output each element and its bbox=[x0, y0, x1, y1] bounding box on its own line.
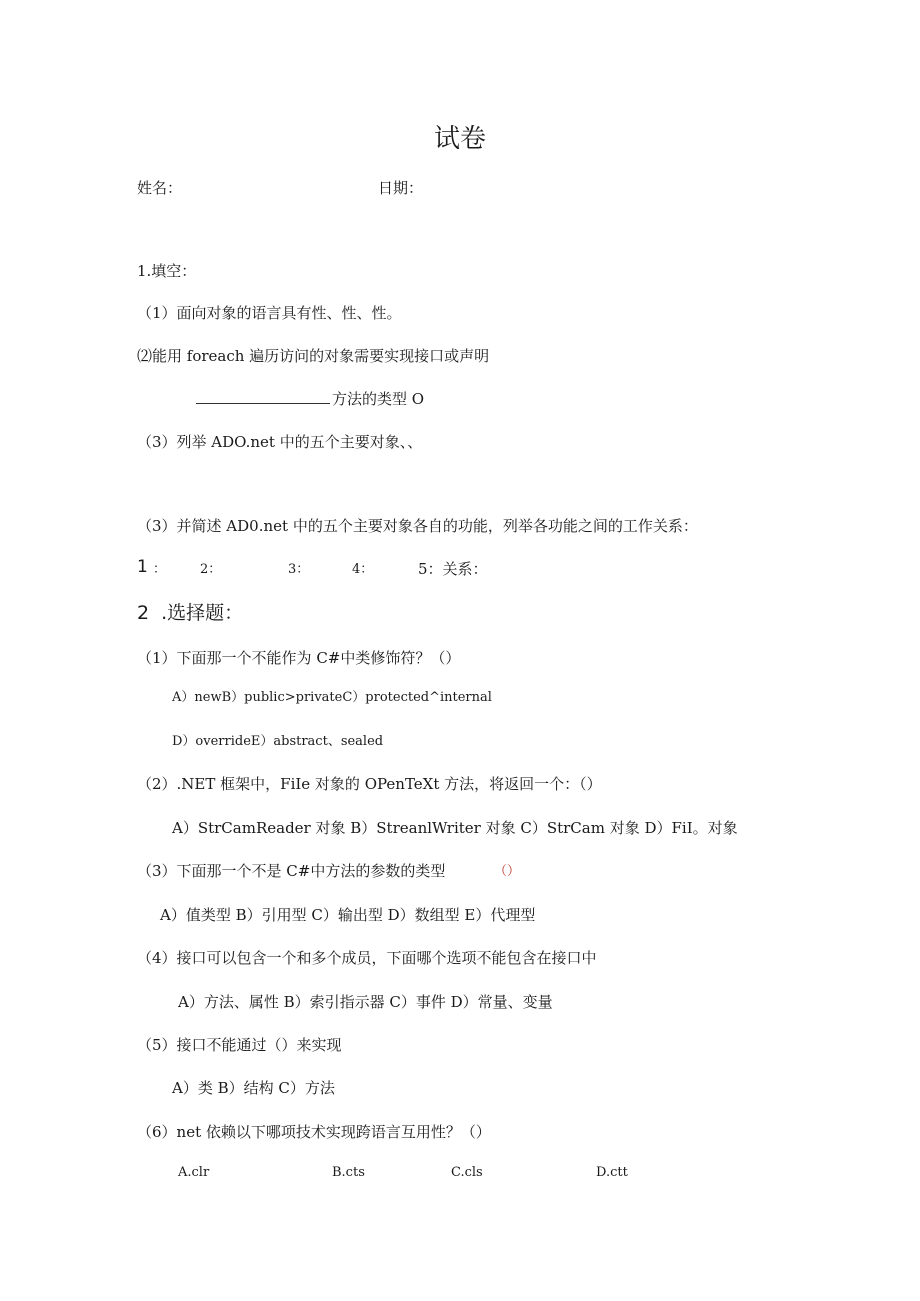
question-2-1-options-b: D）overrideE）abstract、sealed bbox=[172, 734, 384, 749]
answer-3-label: 3： bbox=[288, 562, 310, 577]
question-2-3: （3）下面那一个不是 C#中方法的参数的类型 bbox=[137, 862, 446, 880]
question-2-6: （6）net 依赖以下哪项技术实现跨语言互用性？（） bbox=[137, 1123, 491, 1141]
question-2-2: （2）.NET 框架中，FiIe 对象的 OPenTeXt 方法，将返回一个：（） bbox=[137, 775, 602, 793]
question-2-5-options: A）类 B）结构 C）方法 bbox=[172, 1079, 335, 1097]
answer-1-colon: ： bbox=[153, 562, 167, 577]
question-1-3b: （3）并简述 AD0.net 中的五个主要对象各自的功能，列举各功能之间的工作关系： bbox=[137, 517, 698, 535]
question-1-2-continued bbox=[196, 389, 424, 409]
page-title: 试卷 bbox=[433, 124, 486, 154]
section2-number: 2 bbox=[137, 602, 150, 624]
question-2-3-answer-paren: （） bbox=[494, 864, 521, 879]
question-2-6-option-b: B.cts bbox=[332, 1165, 365, 1180]
question-2-4-options: A）方法、属性 B）索引指示器 C）事件 D）常量、变量 bbox=[178, 993, 553, 1011]
question-2-1: （1）下面那一个不能作为 C#中类修饰符？（） bbox=[137, 649, 461, 667]
question-2-5: （5）接口不能通过（）来实现 bbox=[137, 1036, 342, 1054]
question-2-3-options: A）值类型 B）引用型 C）输出型 D）数组型 E）代理型 bbox=[160, 906, 536, 924]
answer-4-label: 4： bbox=[352, 562, 374, 577]
question-2-1-options-a: A）newB）public>privateC）protected^internal bbox=[172, 690, 492, 705]
question-2-6-option-d: D.ctt bbox=[596, 1165, 628, 1180]
question-2-4: （4）接口可以包含一个和多个成员，下面哪个选项不能包含在接口中 bbox=[137, 949, 597, 967]
section1-heading: 1.填空： bbox=[137, 262, 197, 280]
question-1-2: ⑵能用 foreach 遍历访问的对象需要实现接口或声明 bbox=[137, 347, 490, 365]
section2-heading bbox=[137, 601, 243, 625]
question-1-2-tail: 方法的类型 O bbox=[332, 390, 425, 408]
date-label: 日期： bbox=[378, 179, 424, 197]
question-2-6-option-c: C.cls bbox=[451, 1165, 483, 1180]
answer-2-label: 2： bbox=[200, 562, 222, 577]
name-label: 姓名： bbox=[137, 179, 183, 197]
section2-title: .选择题： bbox=[161, 602, 244, 624]
question-1-3: （3）列举 ADO.net 中的五个主要对象、、 bbox=[137, 433, 423, 451]
question-1-1: （1）面向对象的语言具有性、性、性。 bbox=[137, 304, 402, 322]
question-2-6-option-a: A.clr bbox=[178, 1165, 210, 1180]
answer-5-relation-label: 5：关系： bbox=[418, 560, 488, 578]
answer-1-label: 1 bbox=[137, 557, 148, 577]
question-2-2-options: A）StrCamReader 对象 B）StreanlWriter 对象 C）StrCam 对象 D）FiI。对象 bbox=[172, 819, 738, 837]
fill-blank bbox=[196, 390, 330, 404]
